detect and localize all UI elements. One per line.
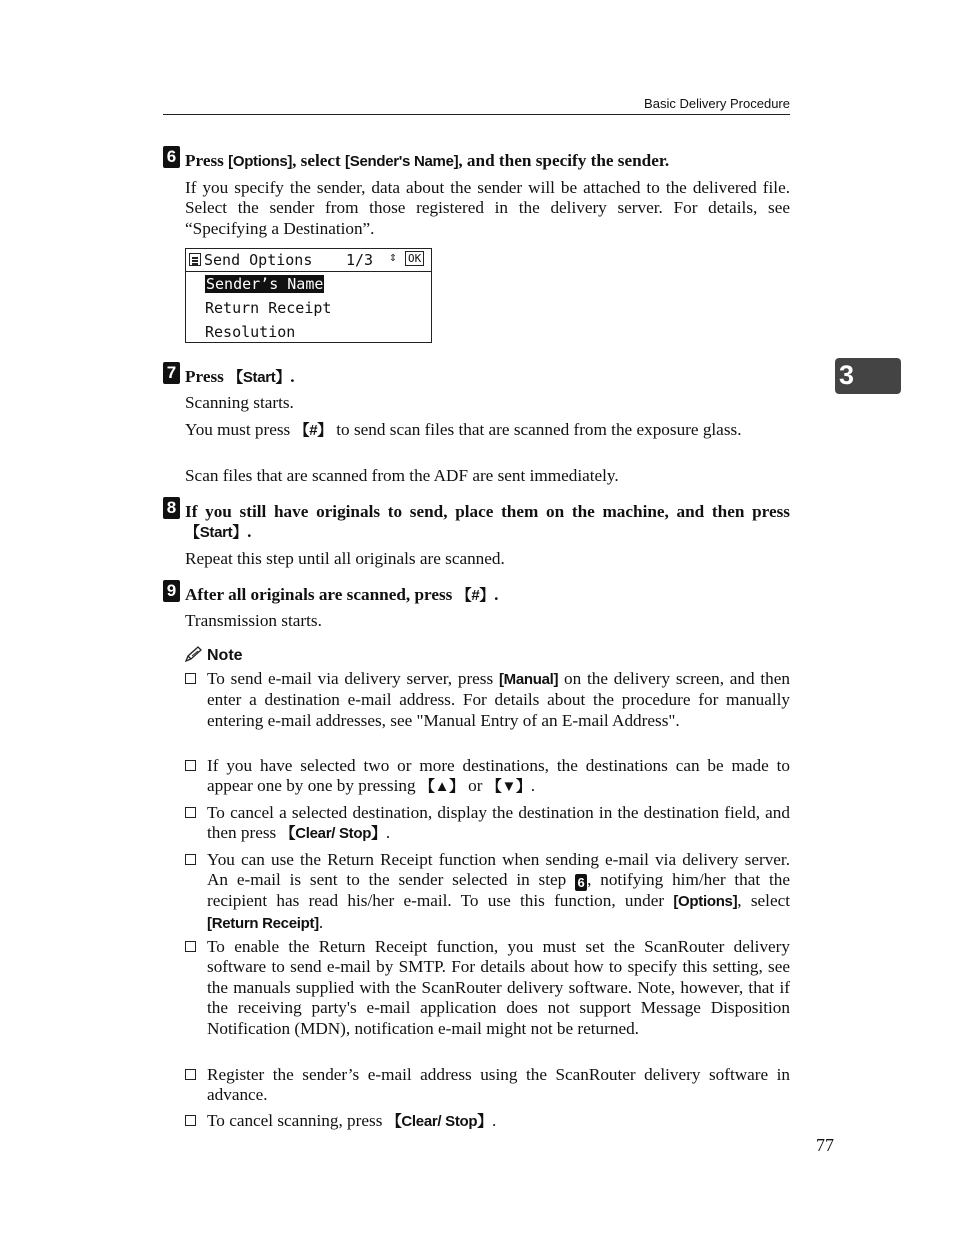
step-7-instruction (185, 367, 790, 388)
text: If you have selected two or more destinations, the destinations can be made to appear one by one by pressing (207, 756, 790, 796)
text: Press (185, 367, 229, 386)
note-heading (185, 646, 243, 665)
down-key: 【▼】 (486, 778, 531, 796)
hash-key: 【#】 (294, 422, 332, 439)
step-6-body: If you specify the sender, data about the sender will be attached to the delivered file. Select the sender from those registered in the delivery server. For details, see “Specifying a Destination”. (185, 178, 790, 238)
options-key: [Options] (228, 153, 293, 170)
checkbox-bullet-icon (185, 1115, 196, 1126)
step-7-p2 (185, 420, 790, 441)
start-key: 【Start】 (185, 524, 248, 542)
pencil-note-icon (185, 646, 203, 662)
note-item-7 (185, 1111, 790, 1132)
note-item-5 (185, 937, 790, 1039)
chapter-tab (835, 358, 901, 394)
note-item-2 (185, 756, 790, 798)
note-label: Note (207, 647, 243, 664)
lcd-screen (185, 248, 432, 343)
step-number-6: 6 (163, 146, 180, 168)
note-item-6 (185, 1065, 790, 1106)
up-key: 【▲】 (419, 778, 464, 796)
text: . (385, 823, 391, 843)
step-reference-6: 6 (575, 874, 587, 891)
checkbox-bullet-icon (185, 807, 196, 818)
step-8-instruction (185, 502, 790, 544)
text: Register the sender’s e-mail address using the ScanRouter delivery software in advance. (207, 1065, 790, 1105)
text: , and then specify the sender. (458, 151, 670, 170)
senders-name-key: [Sender's Name] (345, 153, 459, 170)
step-9-body: Transmission starts. (185, 611, 322, 630)
manual-key: [Manual] (498, 671, 559, 688)
text: Press (185, 151, 229, 170)
lcd-title: Send Options (204, 251, 313, 269)
note-item-3 (185, 803, 790, 845)
hash-key: 【#】 (456, 587, 495, 604)
checkbox-bullet-icon (185, 941, 196, 952)
text: or (463, 776, 487, 796)
text: to send scan files that are scanned from the exposure glass. (331, 420, 742, 439)
text: . (530, 776, 535, 796)
clear-stop-key: 【Clear/ Stop】 (386, 1113, 492, 1130)
clear-stop-key: 【Clear/ Stop】 (280, 825, 386, 843)
checkbox-bullet-icon (185, 760, 196, 771)
text: , select (737, 891, 790, 911)
text: You must press (185, 420, 295, 439)
lcd-item-label: Sender’s Name (206, 275, 324, 293)
step-number-9: 9 (163, 580, 180, 602)
text: If you still have originals to send, place them on the machine, and then press (185, 502, 790, 521)
options-key: [Options] (673, 893, 738, 911)
page-number: 77 (816, 1135, 834, 1155)
note-item-4 (185, 850, 790, 934)
step-7-p3: Scan files that are scanned from the ADF are sent immediately. (185, 466, 619, 485)
step-7-p1: Scanning starts. (185, 393, 294, 412)
text: , notifying him/her that the recipient has read his/her e-mail. To use this function, under (207, 870, 790, 911)
text: . (318, 912, 324, 932)
header-rule (163, 114, 790, 115)
text: . (491, 1111, 497, 1130)
lcd-item-resolution[interactable]: Resolution (205, 323, 296, 341)
lcd-item-return-receipt[interactable]: Return Receipt (205, 299, 332, 317)
text: . (247, 522, 252, 542)
running-head: Basic Delivery Procedure (644, 96, 790, 111)
text: . (494, 585, 499, 604)
text: After all originals are scanned, press (185, 585, 457, 604)
text: To send e-mail via delivery server, press (207, 669, 499, 688)
lcd-page-indicator: 1/3 (346, 251, 374, 269)
return-receipt-key: [Return Receipt] (207, 914, 319, 932)
step-9-instruction (185, 585, 790, 606)
up-down-arrow-icon: ⇕ (389, 250, 397, 265)
step-number-8: 8 (163, 497, 180, 519)
checkbox-bullet-icon (185, 673, 196, 684)
text: . (290, 367, 295, 386)
ok-button[interactable]: OK (405, 251, 424, 266)
chapter-number: 3 (839, 360, 855, 390)
step-8-body: Repeat this step until all originals are scanned. (185, 549, 505, 568)
text: on the delivery screen, and then enter a destination e-mail address. For details about the procedure for manually entering e-mail addresses, see "Manual Entry of an E-mail Address". (207, 669, 790, 730)
lcd-header (186, 249, 431, 272)
start-key: 【Start】 (228, 369, 291, 386)
note-item-1 (185, 669, 790, 731)
step-number-7: 7 (163, 362, 180, 384)
text: To cancel a selected destination, display the destination in the destination field, and then press (207, 803, 790, 843)
lcd-item-senders-name[interactable] (205, 275, 324, 293)
checkbox-bullet-icon (185, 854, 196, 865)
step-6-instruction (185, 151, 790, 172)
text: , select (292, 151, 346, 170)
text: You can use the Return Receipt function when sending e-mail via delivery server. An e-mail is sent to the sender selected in step (207, 850, 790, 890)
text: To cancel scanning, press (207, 1111, 387, 1130)
document-icon (189, 253, 201, 266)
text: To enable the Return Receipt function, you must set the ScanRouter delivery software to send e-mail by SMTP. For details about how to specify this setting, see the manuals supplied with the ScanRouter delivery software. Note, however, that if the receiving party's e-mail application does not support Message Disposition Notification (MDN), notification e-mail might not be returned. (207, 937, 790, 1038)
checkbox-bullet-icon (185, 1069, 196, 1080)
